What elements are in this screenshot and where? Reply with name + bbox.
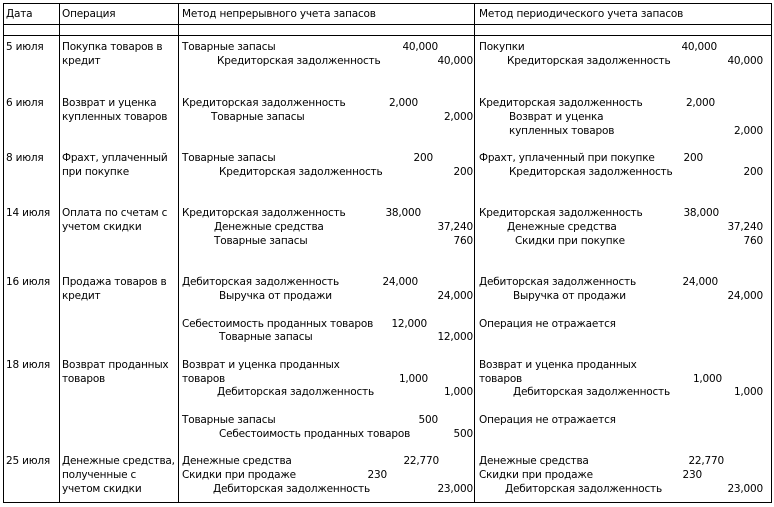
debit-account: Товарные запасы — [182, 41, 276, 53]
row-operation: Денежные средства, — [62, 455, 175, 467]
row-date: 14 июля — [6, 207, 50, 219]
debit-account: Кредиторская задолженность — [182, 207, 346, 219]
credit-account: Товарные запасы — [214, 235, 308, 247]
credit-account: Товарные запасы — [219, 331, 313, 343]
no-entry-note: Операция не отражается — [479, 414, 616, 426]
debit-amount: 12,000 — [391, 318, 427, 330]
debit-amount: 38,000 — [683, 207, 719, 219]
row-date: 8 июля — [6, 152, 44, 164]
credit-account: Дебиторская задолженность — [505, 483, 662, 495]
credit-amount: 24,000 — [437, 290, 473, 302]
credit-amount: 24,000 — [727, 290, 763, 302]
debit-account: товаров — [182, 373, 226, 385]
credit-amount: 200 — [743, 166, 763, 178]
credit-amount: 760 — [743, 235, 763, 247]
credit-account: Товарные запасы — [211, 111, 305, 123]
row-operation: Продажа товаров в — [62, 276, 167, 288]
header-operation: Операция — [62, 8, 116, 20]
credit-amount: 500 — [453, 428, 473, 440]
credit-amount: 200 — [453, 166, 473, 178]
credit-account: Денежные средства — [214, 221, 324, 233]
debit-account: Товарные запасы — [182, 152, 276, 164]
debit-account: Себестоимость проданных товаров — [182, 318, 374, 330]
credit-amount: 1,000 — [443, 386, 473, 398]
credit-amount: 40,000 — [437, 55, 473, 67]
debit-account: Денежные средства — [182, 455, 292, 467]
debit-account: Дебиторская задолженность — [182, 276, 339, 288]
row-operation: полученные с — [62, 469, 137, 481]
debit-amount: 22,770 — [688, 455, 724, 467]
credit-account: Денежные средства — [507, 221, 617, 233]
debit-amount: 40,000 — [681, 41, 717, 53]
debit-account: Кредиторская задолженность — [479, 207, 643, 219]
debit-account: Покупки — [479, 41, 525, 53]
credit-amount: 760 — [453, 235, 473, 247]
debit-account: Кредиторская задолженность — [479, 97, 643, 109]
debit-amount: 230 — [367, 469, 387, 481]
debit-account: товаров — [479, 373, 523, 385]
row-operation: Возврат и уценка — [62, 97, 157, 109]
column-divider-date — [59, 3, 60, 502]
debit-amount: 2,000 — [388, 97, 418, 109]
credit-account: Дебиторская задолженность — [217, 386, 374, 398]
credit-account: Дебиторская задолженность — [513, 386, 670, 398]
debit-amount: 500 — [418, 414, 438, 426]
credit-amount: 2,000 — [443, 111, 473, 123]
debit-account: Денежные средства — [479, 455, 589, 467]
debit-account: Скидки при продаже — [479, 469, 593, 481]
debit-account: Скидки при продаже — [182, 469, 296, 481]
row-operation: учетом скидки — [62, 221, 142, 233]
credit-account: Выручка от продажи — [513, 290, 626, 302]
debit-account: Товарные запасы — [182, 414, 276, 426]
header-divider-2 — [3, 35, 771, 36]
debit-amount: 24,000 — [382, 276, 418, 288]
credit-account: купленных товаров — [509, 125, 615, 137]
credit-amount: 37,240 — [437, 221, 473, 233]
row-operation: товаров — [62, 373, 106, 385]
row-operation: Оплата по счетам с — [62, 207, 168, 219]
column-divider-perpetual — [474, 3, 475, 502]
row-operation: Покупка товаров в — [62, 41, 163, 53]
debit-amount: 1,000 — [398, 373, 428, 385]
row-date: 16 июля — [6, 276, 50, 288]
column-divider-operation — [178, 3, 179, 502]
header-perpetual: Метод непрерывного учета запасов — [182, 8, 376, 20]
row-operation: при покупке — [62, 166, 130, 178]
debit-amount: 230 — [682, 469, 702, 481]
row-date: 18 июля — [6, 359, 50, 371]
no-entry-note: Операция не отражается — [479, 318, 616, 330]
header-date: Дата — [6, 8, 33, 20]
debit-amount: 2,000 — [685, 97, 715, 109]
credit-account: Кредиторская задолженность — [219, 166, 383, 178]
debit-amount: 40,000 — [402, 41, 438, 53]
credit-amount: 40,000 — [727, 55, 763, 67]
credit-amount: 2,000 — [733, 125, 763, 137]
debit-account: Возврат и уценка проданных — [479, 359, 637, 371]
debit-amount: 1,000 — [692, 373, 722, 385]
header-periodic: Метод периодического учета запасов — [479, 8, 684, 20]
debit-amount: 200 — [413, 152, 433, 164]
debit-amount: 22,770 — [403, 455, 439, 467]
credit-account: Возврат и уценка — [509, 111, 604, 123]
credit-account: Скидки при покупке — [515, 235, 625, 247]
credit-account: Дебиторская задолженность — [213, 483, 370, 495]
credit-amount: 12,000 — [437, 331, 473, 343]
debit-account: Дебиторская задолженность — [479, 276, 636, 288]
row-date: 5 июля — [6, 41, 44, 53]
debit-account: Фрахт, уплаченный при покупке — [479, 152, 655, 164]
row-operation: кредит — [62, 290, 101, 302]
header-divider — [3, 24, 771, 25]
row-date: 6 июля — [6, 97, 44, 109]
row-operation: кредит — [62, 55, 101, 67]
row-operation: купленных товаров — [62, 111, 168, 123]
debit-account: Возврат и уценка проданных — [182, 359, 340, 371]
row-operation: Возврат проданных — [62, 359, 169, 371]
credit-amount: 37,240 — [727, 221, 763, 233]
credit-account: Кредиторская задолженность — [217, 55, 381, 67]
row-operation: Фрахт, уплаченный — [62, 152, 168, 164]
credit-account: Кредиторская задолженность — [507, 55, 671, 67]
credit-amount: 23,000 — [437, 483, 473, 495]
debit-account: Кредиторская задолженность — [182, 97, 346, 109]
debit-amount: 38,000 — [385, 207, 421, 219]
row-date: 25 июля — [6, 455, 50, 467]
credit-account: Себестоимость проданных товаров — [219, 428, 411, 440]
credit-amount: 1,000 — [733, 386, 763, 398]
row-operation: учетом скидки — [62, 483, 142, 495]
debit-amount: 24,000 — [682, 276, 718, 288]
credit-amount: 23,000 — [727, 483, 763, 495]
credit-account: Выручка от продажи — [219, 290, 332, 302]
credit-account: Кредиторская задолженность — [509, 166, 673, 178]
debit-amount: 200 — [683, 152, 703, 164]
